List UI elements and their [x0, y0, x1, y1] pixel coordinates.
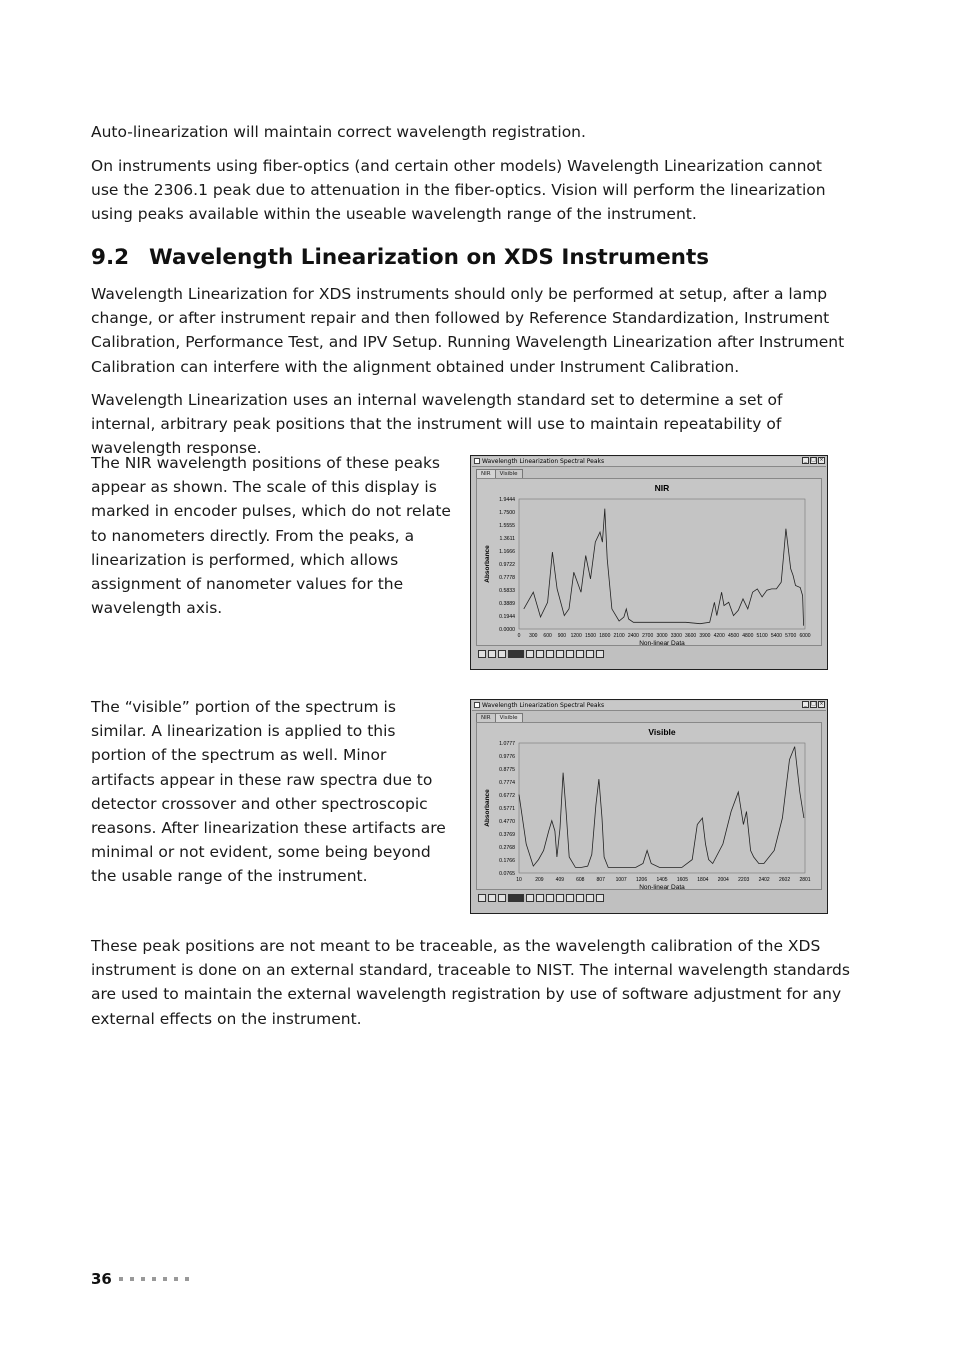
cursor-icon[interactable]: [536, 894, 544, 902]
marker-icon[interactable]: [526, 650, 534, 658]
window-titlebar: [472, 701, 826, 711]
window-system-icon[interactable]: [474, 458, 480, 464]
x-tick-label: 3900: [699, 633, 711, 639]
page-number: 36: [91, 1270, 112, 1288]
window-title: Wavelength Linearization Spectral Peaks: [482, 702, 605, 709]
chart-title: NIR: [654, 483, 670, 493]
x-tick-label: 2400: [627, 633, 639, 639]
x-tick-label: 2100: [613, 633, 625, 639]
measure-icon[interactable]: [596, 650, 604, 658]
intro-paragraph-1: Auto-linearization will maintain correct wavelength registration.: [91, 123, 586, 141]
chart-panel: [476, 478, 822, 646]
section-heading: [91, 245, 709, 270]
y-tick-label: 1.1666: [499, 549, 515, 555]
intro-paragraph-2: On instruments using fiber-optics (and certain other models) Wavelength Linearization cannot use the 2306.1 peak due to attenuation in the fiber-optics. Vision will perform the linearization using peaks available within the useable wavelength range of the instrument.: [91, 157, 826, 224]
chart-toolbar: [478, 894, 604, 902]
x-axis-label: Non-linear Data: [639, 640, 685, 647]
close-button[interactable]: ×: [819, 457, 824, 463]
grid-icon[interactable]: [488, 650, 496, 658]
y-axis-label: Absorbance: [484, 545, 491, 583]
x-tick-label: 5400: [770, 633, 782, 639]
x-tick-label: 1605: [676, 877, 688, 883]
y-tick-label: 0.2768: [499, 845, 515, 851]
y-tick-label: 0.3889: [499, 601, 515, 607]
x-tick-label: 1206: [636, 877, 648, 883]
maximize-button[interactable]: □: [811, 701, 816, 707]
x-tick-label: 3000: [656, 633, 668, 639]
table-icon[interactable]: [556, 650, 564, 658]
x-tick-label: 1804: [697, 877, 709, 883]
table-icon[interactable]: [556, 894, 564, 902]
window-titlebar: [472, 457, 826, 467]
x-tick-label: 10: [516, 877, 522, 883]
zoom-icon[interactable]: [586, 894, 594, 902]
x-tick-label: 300: [529, 633, 538, 639]
y-tick-label: 0.7778: [499, 575, 515, 581]
pen-icon[interactable]: [576, 894, 584, 902]
closing-paragraph: These peak positions are not meant to be traceable, as the wavelength calibration of the XDS instrument is done on an external standard, traceable to NIST. The internal wavelength standards are used to maintain the external wavelength registration by use of software adjustment for any external effects on the instrument.: [91, 937, 850, 1028]
x-tick-label: 5700: [785, 633, 797, 639]
y-axis-label: Absorbance: [484, 789, 491, 827]
x-tick-label: 1800: [599, 633, 611, 639]
x-tick-label: 2602: [779, 877, 791, 883]
x-tick-label: 6000: [799, 633, 811, 639]
legend-icon[interactable]: [546, 650, 554, 658]
visible-chart: [477, 723, 823, 891]
plot-area: [519, 499, 805, 629]
section-number: 9.2: [91, 245, 130, 270]
copy-icon[interactable]: [498, 894, 506, 902]
y-tick-label: 0.1766: [499, 858, 515, 864]
x-tick-label: 0: [517, 633, 521, 639]
y-tick-label: 1.9444: [499, 497, 515, 503]
minimize-button[interactable]: _: [802, 457, 809, 464]
minimize-button[interactable]: _: [802, 701, 809, 708]
y-tick-label: 0.4770: [499, 819, 515, 825]
x-tick-label: 2402: [758, 877, 770, 883]
y-tick-label: 1.3611: [499, 536, 515, 542]
scale-icon[interactable]: [566, 650, 574, 658]
copy-icon[interactable]: [498, 650, 506, 658]
x-tick-label: 4800: [742, 633, 754, 639]
y-tick-label: 0.7774: [499, 780, 515, 786]
x-tick-label: 2700: [642, 633, 654, 639]
y-tick-label: 0.3769: [499, 832, 515, 838]
x-tick-label: 5100: [756, 633, 768, 639]
x-tick-label: 2801: [799, 877, 811, 883]
x-tick-label: 900: [557, 633, 567, 639]
plot-area: [519, 743, 805, 873]
window-title: Wavelength Linearization Spectral Peaks: [482, 458, 605, 465]
tab-visible[interactable]: Visible: [495, 713, 523, 723]
tab-nir[interactable]: NIR: [476, 713, 496, 723]
chart-panel: [476, 722, 822, 890]
window-system-icon[interactable]: [474, 702, 480, 708]
x-tick-label: 807: [596, 877, 605, 883]
x-tick-label: 2203: [738, 877, 750, 883]
print-icon[interactable]: [478, 894, 486, 902]
chart-toolbar: [478, 650, 604, 658]
x-axis-label: Non-linear Data: [639, 884, 685, 891]
y-tick-label: 0.5771: [499, 806, 515, 812]
nir-spectral-peaks-window: [470, 455, 828, 670]
chart-title: Visible: [648, 727, 676, 737]
tab-visible[interactable]: Visible: [495, 469, 523, 479]
nir-description: The NIR wavelength positions of these peaks appear as shown. The scale of this display is marked in encoder pulses, which do not relate to nanometers directly. From the peaks, a linearization is performed, which allows assignment of nanometer values for the wavelength axis.: [91, 454, 451, 618]
scale-icon[interactable]: [566, 894, 574, 902]
cursor-icon[interactable]: [536, 650, 544, 658]
close-button[interactable]: ×: [819, 701, 824, 707]
section-paragraph-2: Wavelength Linearization uses an internal wavelength standard set to determine a set of internal, arbitrary peak positions that the instrument will use to maintain repeatability of wavelength response.: [91, 391, 783, 458]
footer-dots: [119, 1277, 189, 1281]
color-swatch-icon[interactable]: [508, 894, 524, 902]
grid-icon[interactable]: [488, 894, 496, 902]
legend-icon[interactable]: [546, 894, 554, 902]
y-tick-label: 0.5833: [499, 588, 515, 594]
tab-nir[interactable]: NIR: [476, 469, 496, 479]
x-tick-label: 1200: [570, 633, 582, 639]
x-tick-label: 600: [543, 633, 552, 639]
pen-icon[interactable]: [576, 650, 584, 658]
maximize-button[interactable]: □: [811, 457, 816, 463]
y-tick-label: 0.9722: [499, 562, 515, 568]
x-tick-label: 608: [576, 877, 585, 883]
print-icon[interactable]: [478, 650, 486, 658]
visible-description: The “visible” portion of the spectrum is similar. A linearization is applied to this portion of the spectrum as well. Minor artifacts appear in these raw spectra due to detector crossover and other spectroscopic reasons. After linearization these artifacts are minimal or not evident, some being beyond the usable range of the instrument.: [91, 698, 446, 886]
x-tick-label: 2004: [717, 877, 729, 883]
y-tick-label: 0.1944: [499, 614, 515, 620]
visible-spectral-peaks-window: [470, 699, 828, 914]
y-tick-label: 0.8775: [499, 767, 515, 773]
zoom-icon[interactable]: [586, 650, 594, 658]
section-paragraph-1: Wavelength Linearization for XDS instruments should only be performed at setup, after a lamp change, or after instrument repair and then followed by Reference Standardization, Instrument Calibration, Performance Test, and IPV Setup. Running Wavelength Linearization after Instrument Calibration can interfere with the alignment obtained under Instrument Calibration.: [91, 285, 845, 376]
x-tick-label: 209: [535, 877, 544, 883]
x-tick-label: 1007: [615, 877, 627, 883]
y-tick-label: 0.0000: [499, 627, 515, 633]
x-tick-label: 4200: [713, 633, 725, 639]
section-title: Wavelength Linearization on XDS Instruments: [149, 245, 710, 270]
x-tick-label: 409: [555, 877, 565, 883]
measure-icon[interactable]: [596, 894, 604, 902]
x-tick-label: 1500: [584, 633, 597, 639]
nir-chart: [477, 479, 823, 647]
y-tick-label: 1.5555: [499, 523, 515, 529]
x-tick-label: 3300: [670, 633, 682, 639]
y-tick-label: 1.7500: [499, 510, 515, 516]
x-tick-label: 4500: [727, 633, 740, 639]
y-tick-label: 1.0777: [499, 741, 515, 747]
y-tick-label: 0.0765: [499, 871, 515, 877]
color-swatch-icon[interactable]: [508, 650, 524, 658]
x-tick-label: 1405: [656, 877, 668, 883]
y-tick-label: 0.9776: [499, 754, 515, 760]
x-tick-label: 3600: [685, 633, 697, 639]
y-tick-label: 0.6772: [499, 793, 515, 799]
marker-icon[interactable]: [526, 894, 534, 902]
